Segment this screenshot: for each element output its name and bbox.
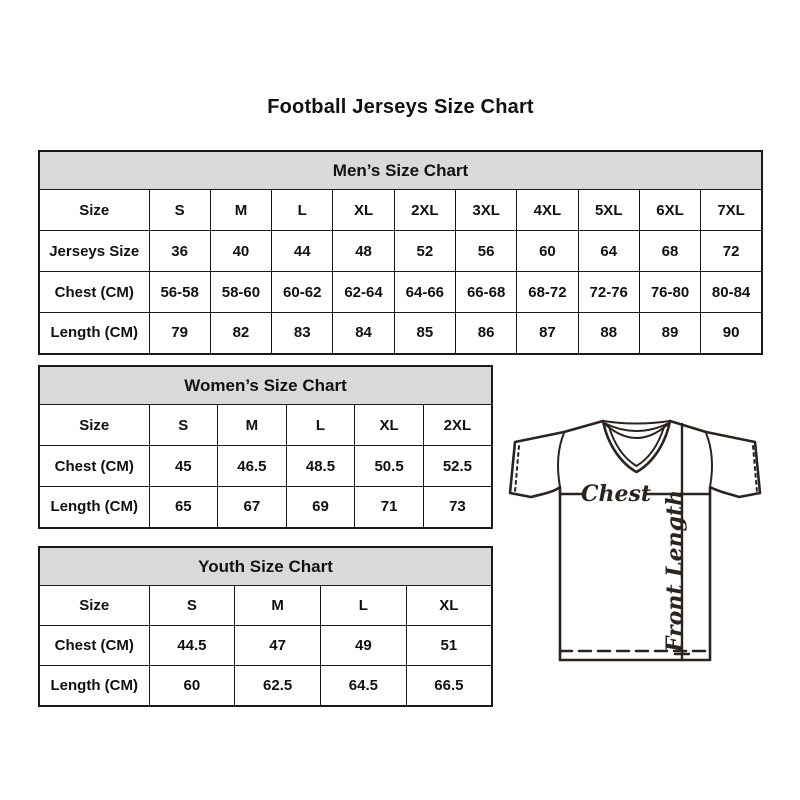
size-header-cell: 7XL <box>701 190 762 231</box>
value-cell: 64.5 <box>321 666 407 706</box>
chest-label: Chest <box>580 481 652 507</box>
value-cell: 71 <box>355 487 424 528</box>
value-cell: 90 <box>701 313 762 354</box>
row-label-cell: Chest (CM) <box>39 446 149 487</box>
table-row <box>39 626 492 666</box>
value-cell: 47 <box>235 626 321 666</box>
value-cell: 60 <box>517 231 578 272</box>
size-header-cell: XL <box>355 405 424 446</box>
value-cell: 80-84 <box>701 272 762 313</box>
table-title: Men’s Size Chart <box>39 151 762 190</box>
value-cell: 44.5 <box>149 626 235 666</box>
size-header-cell: 2XL <box>394 190 455 231</box>
column-header-row <box>39 405 492 446</box>
size-header-cell: M <box>218 405 287 446</box>
value-cell: 46.5 <box>218 446 287 487</box>
value-cell: 60 <box>149 666 235 706</box>
table-row <box>39 666 492 706</box>
row-label-cell: Size <box>39 190 149 231</box>
value-cell: 86 <box>455 313 516 354</box>
value-cell: 64-66 <box>394 272 455 313</box>
value-cell: 87 <box>517 313 578 354</box>
value-cell: 73 <box>423 487 492 528</box>
row-label-cell: Size <box>39 405 149 446</box>
value-cell: 60-62 <box>272 272 333 313</box>
value-cell: 52.5 <box>423 446 492 487</box>
size-header-cell: M <box>235 586 321 626</box>
value-cell: 88 <box>578 313 639 354</box>
value-cell: 45 <box>149 446 218 487</box>
row-label-cell: Chest (CM) <box>39 626 149 666</box>
value-cell: 89 <box>639 313 700 354</box>
value-cell: 36 <box>149 231 210 272</box>
value-cell: 83 <box>272 313 333 354</box>
value-cell: 84 <box>333 313 394 354</box>
row-label-cell: Length (CM) <box>39 666 149 706</box>
jersey-outline <box>510 421 760 660</box>
value-cell: 68-72 <box>517 272 578 313</box>
collar-back-line <box>603 421 670 424</box>
value-cell: 79 <box>149 313 210 354</box>
table-row <box>39 487 492 528</box>
row-label-cell: Length (CM) <box>39 487 149 528</box>
page-title: Football Jerseys Size Chart <box>267 96 534 118</box>
size-header-cell: S <box>149 586 235 626</box>
table-row <box>39 313 762 354</box>
table-title: Women’s Size Chart <box>39 366 492 405</box>
row-label-cell: Chest (CM) <box>39 272 149 313</box>
value-cell: 66.5 <box>406 666 492 706</box>
value-cell: 51 <box>406 626 492 666</box>
value-cell: 68 <box>639 231 700 272</box>
value-cell: 69 <box>286 487 355 528</box>
value-cell: 82 <box>210 313 271 354</box>
size-header-cell: 5XL <box>578 190 639 231</box>
size-header-cell: 4XL <box>517 190 578 231</box>
size-header-cell: L <box>286 405 355 446</box>
table-row <box>39 446 492 487</box>
size-header-cell: S <box>149 190 210 231</box>
value-cell: 62.5 <box>235 666 321 706</box>
value-cell: 85 <box>394 313 455 354</box>
value-cell: 67 <box>218 487 287 528</box>
row-label-cell: Jerseys Size <box>39 231 149 272</box>
value-cell: 48.5 <box>286 446 355 487</box>
size-header-cell: M <box>210 190 271 231</box>
size-header-cell: XL <box>333 190 394 231</box>
mens-size-table <box>38 150 763 355</box>
value-cell: 76-80 <box>639 272 700 313</box>
size-header-cell: 6XL <box>639 190 700 231</box>
value-cell: 52 <box>394 231 455 272</box>
value-cell: 40 <box>210 231 271 272</box>
jersey-icon <box>498 408 778 683</box>
youth-size-table <box>38 546 493 707</box>
value-cell: 72-76 <box>578 272 639 313</box>
value-cell: 64 <box>578 231 639 272</box>
size-header-cell: 2XL <box>423 405 492 446</box>
value-cell: 49 <box>321 626 407 666</box>
value-cell: 66-68 <box>455 272 516 313</box>
table-row <box>39 231 762 272</box>
size-header-cell: L <box>321 586 407 626</box>
column-header-row <box>39 586 492 626</box>
column-header-row <box>39 190 762 231</box>
value-cell: 56 <box>455 231 516 272</box>
size-header-cell: S <box>149 405 218 446</box>
row-label-cell: Size <box>39 586 149 626</box>
value-cell: 58-60 <box>210 272 271 313</box>
value-cell: 65 <box>149 487 218 528</box>
womens-size-table <box>38 365 493 529</box>
size-header-cell: 3XL <box>455 190 516 231</box>
value-cell: 72 <box>701 231 762 272</box>
jersey-measurement-diagram <box>498 408 778 683</box>
value-cell: 50.5 <box>355 446 424 487</box>
value-cell: 48 <box>333 231 394 272</box>
size-header-cell: XL <box>406 586 492 626</box>
table-title: Youth Size Chart <box>39 547 492 586</box>
size-header-cell: L <box>272 190 333 231</box>
row-label-cell: Length (CM) <box>39 313 149 354</box>
value-cell: 44 <box>272 231 333 272</box>
front-length-label: Front Length <box>662 489 688 653</box>
value-cell: 62-64 <box>333 272 394 313</box>
value-cell: 56-58 <box>149 272 210 313</box>
table-row <box>39 272 762 313</box>
